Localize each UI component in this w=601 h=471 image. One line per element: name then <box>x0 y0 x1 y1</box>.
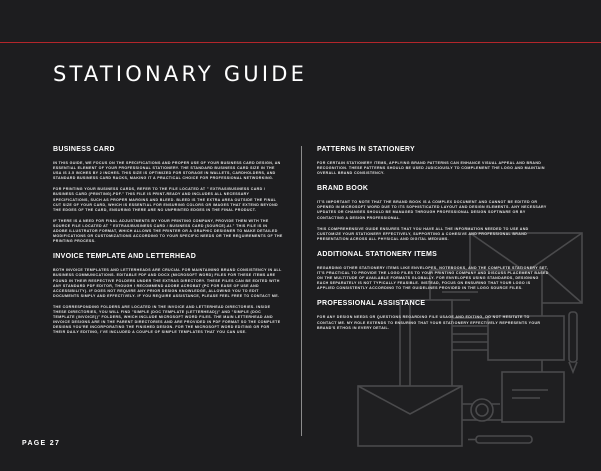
section-heading: PROFESSIONAL ASSISTANCE <box>317 300 426 308</box>
paragraph: FOR ANY DESIGN NEEDS OR QUESTIONS REGARDING FILE USAGE AND EDITING, DO NOT HESITATE TO CONTACT ME. MY ROLE EXTENDS TO ENSURING THAT YOUR STATIONERY EFFECTIVELY REPRESENTS YOUR BRAND'S ETHOS IN EVERY DETAIL. <box>317 315 541 330</box>
paragraph: THE CORRESPONDING FOLDERS ARE LOCATED IN THE INVOICE AND LETTERHEAD DIRECTORIES. INSIDE THESE DIRECTORIES, YOU WILL FIND "SIMPLE (DOC TEMPLATE (LETTERHEAD))" AND "SIMPLE (DOC TEMPLATE (INVOICE))" FOLDERS, WHICH INCLUDE MICROSOFT WORD FILES. THE MAIN LETTERHEAD AND INVOICE DESIGNS ARE IN THE PARENT DIRECTORIES AND ARE PROVIDED IN PDF FORMAT SO THE COMPLETE DESIGNS YOU'RE INCORPORATING THE FINISHED DESIGN. FOR THE MICROSOFT WORD EDITING OR FOR THEIR DAILY EDITING, I'VE INCLUDED A COUPLE OF SIMPLE TEMPLATES THAT YOU CAN USE. <box>53 304 281 335</box>
section-heading: BUSINESS CARD <box>53 146 115 153</box>
section-heading: ADDITIONAL STATIONERY ITEMS <box>317 250 438 258</box>
section-heading: PATTERNS IN STATIONERY <box>317 146 415 153</box>
paragraph: REGARDING OTHER STATIONERY ITEMS LIKE ENVELOPES, NOTEBOOKS, AND THE COMPLETE STATIONERY SET, IT'S PRACTICAL TO PROVIDE THE LOGO FILES TO YOUR PRINTING COMPANY AND DISCUSS PLACEMENT BASED ON THE MULTITUDE OF AVAILABLE FORMATS GLOBALLY. FOR ENVELOPES USING STANDARDS, DESIGNING EACH SEPARATELY IS NOT TYPICALLY FEASIBLE. INSTEAD, FOCUS ON ENSURING THAT YOUR LOGO IS APPLIED CONSISTENTLY ACCORDING TO THE GUIDELINES PROVIDED IN THE LOGO SOURCE FILES. <box>317 265 549 291</box>
assistance-section <box>317 300 549 330</box>
page-title: STATIONARY GUIDE <box>53 62 308 86</box>
pen-icon <box>569 312 577 372</box>
section-heading: INVOICE TEMPLATE AND LETTERHEAD <box>53 253 197 261</box>
paragraph: FOR CERTAIN STATIONERY ITEMS, APPLYING BRAND PATTERNS CAN ENHANCE VISUAL APPEAL AND BRAND RECOGNITION. THESE PATTERNS SHOULD BE USED JUDICIOUSLY TO COMPLEMENT THE LOGO AND MAINTAIN OVERALL BRAND CONSISTENCY. <box>317 161 545 176</box>
paragraph: IT'S IMPORTANT TO NOTE THAT THE BRAND BOOK IS A COMPLEX DOCUMENT AND CANNOT BE EDITED OR OPENED IN MICROSOFT WORD DUE TO ITS SOPHISTICATED LAYOUT AND DESIGN ELEMENTS. ANY NECESSARY UPDATES OR CHANGES SHOULD BE MANAGED THROUGH PROFESSIONAL DESIGN SOFTWARE OR BY CONTACTING A DESIGN PROFESSIONAL. <box>317 200 547 220</box>
card-envelope-icon <box>358 386 462 446</box>
patterns-section <box>317 146 549 176</box>
paragraph: THIS COMPREHENSIVE GUIDE ENSURES THAT YOU HAVE ALL THE INFORMATION NEEDED TO USE AND CUSTOMIZE YOUR STATIONERY EFFECTIVELY, SUPPORTING A COHESIVE AND PROFESSIONAL BRAND PRESENTATION ACROSS ALL PHYSICAL AND DIGITAL MEDIUMS. <box>317 226 529 241</box>
paragraph: BOTH INVOICE TEMPLATES AND LETTERHEADS ARE CRUCIAL FOR MAINTAINING BRAND CONSISTENCY IN ALL BUSINESS COMMUNICATIONS. EDITABLE PDF AND DOCX (MICROSOFT WORD) FILES FOR THESE ITEMS ARE FOUND IN THEIR RESPECTIVE FOLDERS UNDER THE EXTRAS DIRECTORY. THESE FILES CAN BE EDITED WITH ANY STANDARD PDF EDITOR, THOUGH I RECOMMEND ADOBE ACROBAT (PC FOR EASE OF USE AND ACCESSIBILITY). IF DOES NOT REQUIRE ANY PRIOR DESIGN KNOWLEDGE, ALLOWING YOU TO EDIT DOCUMENTS SIMPLY AND EFFECTIVELY. IF YOU REQUIRE ASSISTANCE, PLEASE FEEL FREE TO CONTACT ME. <box>53 268 282 298</box>
brand-book-section <box>317 185 549 242</box>
paragraph: FOR PRINTING YOUR BUSINESS CARDS, REFER TO THE FILE LOCATED AT " EXTRAS/BUSINESS CARD / BUSINESS CARD (PRINTING).PDF." THIS FILE IS PRINT-READY AND INCLUDES ALL NECESSARY SPECIFICATIONS, SUCH AS PROPER MARGINS AND BLEED. BLEED IS THE EXTRA AREA OUTSIDE THE FINAL CUT SIZE OF YOUR CARD, WHICH IS ESSENTIAL FOR ENSURING COLORS OR IMAGES THAT EXTEND BEYOND THE EDGES OF THE CARD, ENSURING THERE ARE NO UNPRINTED EDGES IN THE FINAL PRODUCT. <box>53 187 278 212</box>
column-divider <box>301 146 302 436</box>
section-heading: BRAND BOOK <box>317 185 369 193</box>
business-card-section <box>53 146 283 244</box>
left-column <box>53 146 283 344</box>
pencil-icon <box>468 436 532 443</box>
stamp-icon <box>471 399 493 421</box>
additional-items-section <box>317 251 549 291</box>
right-column <box>317 146 549 340</box>
invoice-section <box>53 253 283 335</box>
paragraph: IF THERE IS A NEED FOR FINAL ADJUSTMENTS BY YOUR PRINTING COMPANY, PROVIDE THEM WITH THE SOURCE FILE LOCATED AT " EXTRAS/BUSINESS CARD / BUSINESS CARD (SOURCE).AI." THIS FILE IS IN ADOBE ILLUSTRATOR FORMAT, WHICH ALLOWS THE PRINTER OR A GRAPHIC DESIGNER TO MAKE DETAILED MODIFICATIONS OR CUSTOMIZATIONS ACCORDING TO YOUR SPECIFIC NEEDS OR THE REQUIREMENTS OF THE PRINTING PROCESS. <box>53 218 283 244</box>
page-number: PAGE 27 <box>22 440 61 447</box>
paragraph: IN THIS GUIDE, WE FOCUS ON THE SPECIFICATIONS AND PROPER USE OF YOUR BUSINESS CARD DESIGN, AN ESSENTIAL ELEMENT OF YOUR PROFESSIONAL STATIONERY. THE STANDARD BUSINESS CARD SIZE IN THE USA IS 3.5 INCHES BY 2 INCHES. THIS SIZE IS OPTIMIZED FOR STORAGE IN WALLETS, CARDHOLDERS, AND STANDARD BUSINESS CARD RACKS, MAKING IT A PRACTICAL CHOICE FOR PROFESSIONAL NETWORKING. <box>53 161 281 181</box>
